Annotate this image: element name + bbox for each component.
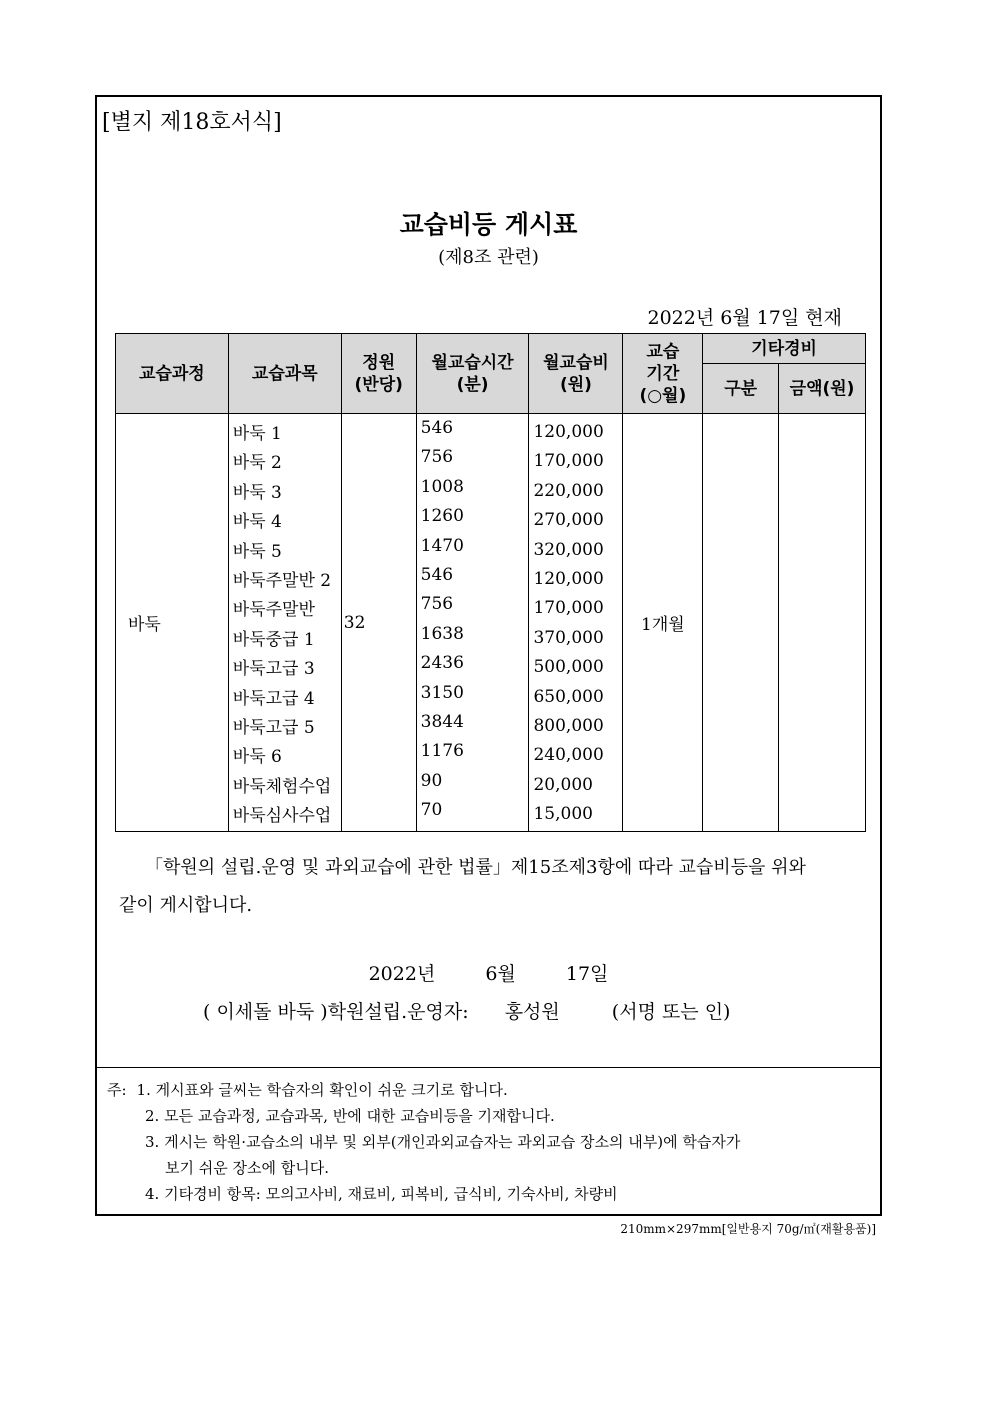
signature-day: 17일 bbox=[565, 963, 609, 985]
minutes-item: 70 bbox=[420, 800, 443, 821]
subject-item: 바둑 2 bbox=[232, 453, 282, 474]
fee-item: 500,000 bbox=[533, 657, 604, 678]
header-fee-line1: 월교습비 bbox=[543, 352, 609, 373]
form-frame bbox=[95, 95, 882, 1216]
header-capacity-line2: (반당) bbox=[354, 374, 403, 395]
subject-item: 바둑 1 bbox=[232, 424, 282, 444]
minutes-item: 3844 bbox=[420, 711, 464, 732]
notice-text bbox=[119, 849, 864, 925]
minutes-item: 756 bbox=[420, 447, 454, 468]
signature-month: 6월 bbox=[485, 963, 516, 985]
fee-item: 270,000 bbox=[533, 510, 604, 531]
subject-item: 바둑심사수업 bbox=[232, 806, 332, 827]
operator-name: 홍성원 bbox=[504, 1001, 560, 1023]
page-title: 교습비등 게시표 bbox=[399, 210, 578, 239]
minutes-item: 2436 bbox=[420, 653, 464, 674]
header-period-line1: 교습 bbox=[646, 341, 680, 362]
note-1-row bbox=[107, 1077, 740, 1103]
notice-line-2: 같이 게시합니다. bbox=[119, 895, 253, 916]
as-of-date: 2022년 6월 17일 현재 bbox=[647, 307, 842, 329]
minutes-item: 90 bbox=[420, 770, 443, 791]
notes-section bbox=[107, 1077, 740, 1207]
subject-item: 바둑고급 5 bbox=[232, 717, 315, 738]
minutes-item: 1176 bbox=[420, 741, 464, 762]
page-subtitle: (제8조 관련) bbox=[438, 247, 539, 268]
subject-item: 바둑고급 4 bbox=[232, 688, 315, 709]
fee-item: 15,000 bbox=[533, 804, 593, 825]
other-category-cell bbox=[703, 414, 779, 832]
header-capacity bbox=[341, 334, 416, 414]
subject-item: 바둑고급 3 bbox=[232, 659, 315, 680]
note-3b: 보기 쉬운 장소에 합니다. bbox=[165, 1159, 329, 1177]
note-2: 2. 모든 교습과정, 교습과목, 반에 대한 교습비등을 기재합니다. bbox=[145, 1107, 555, 1125]
minutes-item: 756 bbox=[420, 594, 454, 615]
subject-item: 바둑주말반 2 bbox=[232, 570, 332, 591]
subject-item: 바둑주말반 bbox=[232, 600, 315, 621]
note-4: 4. 기타경비 항목: 모의고사비, 재료비, 피복비, 급식비, 기숙사비, 차량비 bbox=[145, 1185, 618, 1203]
course-cell: 바둑 bbox=[116, 414, 229, 832]
fee-item: 120,000 bbox=[533, 568, 604, 589]
header-hours bbox=[416, 334, 529, 414]
fee-table bbox=[115, 333, 866, 832]
subject-item: 바둑 3 bbox=[232, 482, 282, 503]
notes-label: 주: bbox=[107, 1081, 127, 1099]
subject-item: 바둑 5 bbox=[232, 541, 282, 562]
minutes-item: 3150 bbox=[420, 682, 464, 703]
header-period bbox=[623, 334, 703, 414]
minutes-item: 1260 bbox=[420, 506, 464, 527]
notice-line-1: 「학원의 설립.운영 및 과외교습에 관한 법률」제15조제3항에 따라 교습비등을 위와 bbox=[145, 857, 806, 878]
minutes-item: 1470 bbox=[420, 535, 464, 556]
capacity-cell: 32 bbox=[341, 414, 416, 832]
header-course: 교습과정 bbox=[116, 334, 229, 414]
operator-line bbox=[203, 997, 738, 1024]
fee-item: 800,000 bbox=[533, 715, 604, 736]
note-3a: 3. 게시는 학원·교습소의 내부 및 외부(개인과외교습자는 과외교습 장소의 내부)에 학습자가 bbox=[145, 1133, 741, 1151]
minutes-column bbox=[416, 414, 529, 832]
period-cell: 1개월 bbox=[623, 414, 703, 832]
header-subject: 교습과목 bbox=[228, 334, 341, 414]
paper-spec-footer: 210mm×297mm[일반용지 70g/㎡(재활용품)] bbox=[620, 1222, 876, 1236]
fee-item: 370,000 bbox=[533, 627, 604, 648]
fee-item: 170,000 bbox=[533, 598, 604, 619]
subject-item: 바둑 4 bbox=[232, 512, 282, 533]
fee-column bbox=[529, 414, 623, 832]
fee-item: 120,000 bbox=[533, 422, 604, 442]
academy-operator-label: ( 이세돌 바둑 )학원설립.운영자: bbox=[203, 1001, 469, 1023]
fee-item: 240,000 bbox=[533, 745, 604, 766]
minutes-item: 546 bbox=[420, 418, 454, 438]
subject-item: 바둑중급 1 bbox=[232, 629, 315, 650]
fee-item: 320,000 bbox=[533, 539, 604, 560]
form-label: [별지 제18호서식] bbox=[102, 110, 282, 135]
header-hours-line1: 월교습시간 bbox=[431, 352, 514, 373]
header-hours-line2: (분) bbox=[456, 374, 489, 395]
subject-item: 바둑 6 bbox=[232, 747, 282, 768]
note-1: 1. 게시표와 글씨는 학습자의 확인이 쉬운 크기로 합니다. bbox=[136, 1081, 508, 1099]
header-fee bbox=[529, 334, 623, 414]
other-amount-cell bbox=[779, 414, 866, 832]
header-other-category: 구분 bbox=[703, 364, 779, 414]
sign-note: (서명 또는 인) bbox=[611, 1001, 731, 1023]
header-period-line2: 기간 bbox=[646, 363, 680, 384]
signature-year: 2022년 bbox=[368, 963, 436, 985]
minutes-item: 1638 bbox=[420, 623, 464, 644]
fee-item: 170,000 bbox=[533, 451, 604, 472]
subject-column bbox=[228, 414, 341, 832]
header-other-expenses: 기타경비 bbox=[703, 334, 866, 364]
header-other-amount: 금액(원) bbox=[779, 364, 866, 414]
header-period-line3: (○월) bbox=[639, 385, 687, 406]
header-fee-line2: (원) bbox=[559, 374, 592, 395]
signature-date bbox=[97, 959, 880, 986]
header-capacity-line1: 정원 bbox=[362, 352, 396, 373]
minutes-item: 546 bbox=[420, 564, 454, 585]
fee-item: 220,000 bbox=[533, 480, 604, 501]
fee-item: 20,000 bbox=[533, 774, 593, 795]
minutes-item: 1008 bbox=[420, 476, 464, 497]
notes-divider bbox=[97, 1067, 880, 1068]
subject-item: 바둑체험수업 bbox=[232, 776, 332, 797]
fee-item: 650,000 bbox=[533, 686, 604, 707]
